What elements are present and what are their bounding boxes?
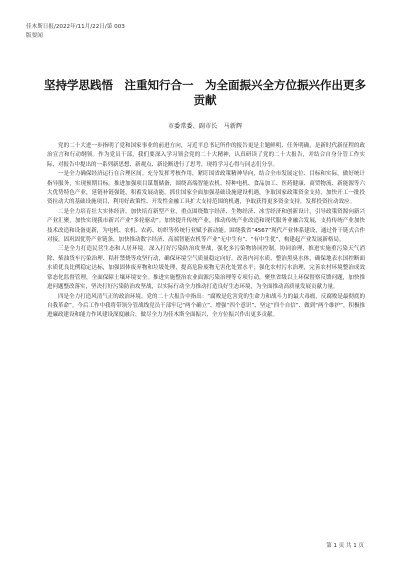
paragraph: 党的二十大进一步指明了党和国家事业的前进方向，习近平总书记所作的报告更是主题鲜明、任务明确，是新时代新征程的政治宣言和行动纲领。作为党员干部，我们要深入学习领会党的二十大精神，认真研读了党的二十大报告，并结合自身分管工作实际，对报告中提出的一系列新思想、新观点、新论断进行了思考，现将学习心得与同志们分享。 bbox=[47, 143, 365, 168]
paragraph: 三是全力打造民营生态和人居环境。深入打好污染防治攻坚战，强化多污染物协同控制，协同治理，推进实施重污染天气消除、柴油货车污染治理、秸秆禁烧等攻坚行动，确保环境空气质量稳定向好。改善内河水质、整治黑臭水体，确保地表水国控断面水质优良比例稳定达标，加强固体废弃物和垃圾处理，提高危险废物无害化处置水平；强化农村污水治理，完善农村环境整治成效常态化监督管理，全面保障土壤环境安全。推进实施整治农业面源污染治理等专项行动，聚焦省级以上环保督察反馈问题，加快推进问题整改落实，坚决打好污染防治攻坚战，以实际行动全力推动打造良好生态环境，为全面推动高质量发展贡献力量。 bbox=[47, 246, 365, 291]
source-meta bbox=[26, 23, 125, 40]
article-title: 坚持学思践悟 注重知行合一 为全面振兴全方位振兴作出更多贡献 bbox=[44, 78, 366, 107]
paragraph: 四是全力打造风清气正的政治环境。党的二十大报告中指出：“腐败是危害党的生命力和战斗力的最大毒瘤，反腐败是最彻底的自我革命”。今后工作中我将带领分管战线党员干部牢记“两个确立”、增强“四个意识”、坚定“四个自信”、做到“两个维护”，积极推进廉政建设和能力作风建设深度融合，做尽全力为佳木斯全面振兴、全方位振兴作出更多贡献。 bbox=[47, 293, 365, 319]
paragraph: 二是全力培育壮大实体经济。加快培育新型产业，重点围绕数字经济、生物经济、冰雪经济和创新设计，引导政策资源向新兴产业汇聚，加快实现我市新兴产业“多轮驱动”。加快提升传统产业，推动传统产业改造和现代服务业融合发展，支持传统产业加快技术改造和设备更新，为电机、农机、农药、纺织等传统行业赋予新动能。围绕我省“4567”现代产业体系建设，通过骨干链式合作对接，固巩固优势产业链条，加快推动数字经济、高端智能农机等产业“无中生有”、“有中生优”，构建起产业发展新格局。 bbox=[47, 208, 365, 244]
article-body bbox=[47, 142, 365, 321]
paragraph: 一是全力确保经济运行在合理区间。充分发挥考核作用，紧盯国省政策精神导向，结合全市发展定位、目标和实际，做好统计指导服务，实现预期目标。推进加强项目谋划储备，围绕高端智能农机、特种电机、食品加工、医药健康、商贸物流、新能源等六大优势特色产业，延链补链强链，积蓄发展动能。抓住国家全面加强基础设施建设机遇，争取国家政策资金支持，加快开工一批投资拉动大的基础设施项目，利用好政策性、开发性金融工具扩大支持范围的机遇，争取获得更多资金支持，发挥投资拉动效应。 bbox=[47, 171, 365, 206]
section-label: 版要闻 bbox=[26, 32, 43, 39]
article-byline: 市委常委、副市长 马新辉 bbox=[167, 123, 243, 130]
page-footer: 第 1 页 共 1 页 bbox=[326, 543, 364, 549]
source-line: 佳木斯日报/2022年/11月/22日/第 003 bbox=[26, 24, 125, 30]
